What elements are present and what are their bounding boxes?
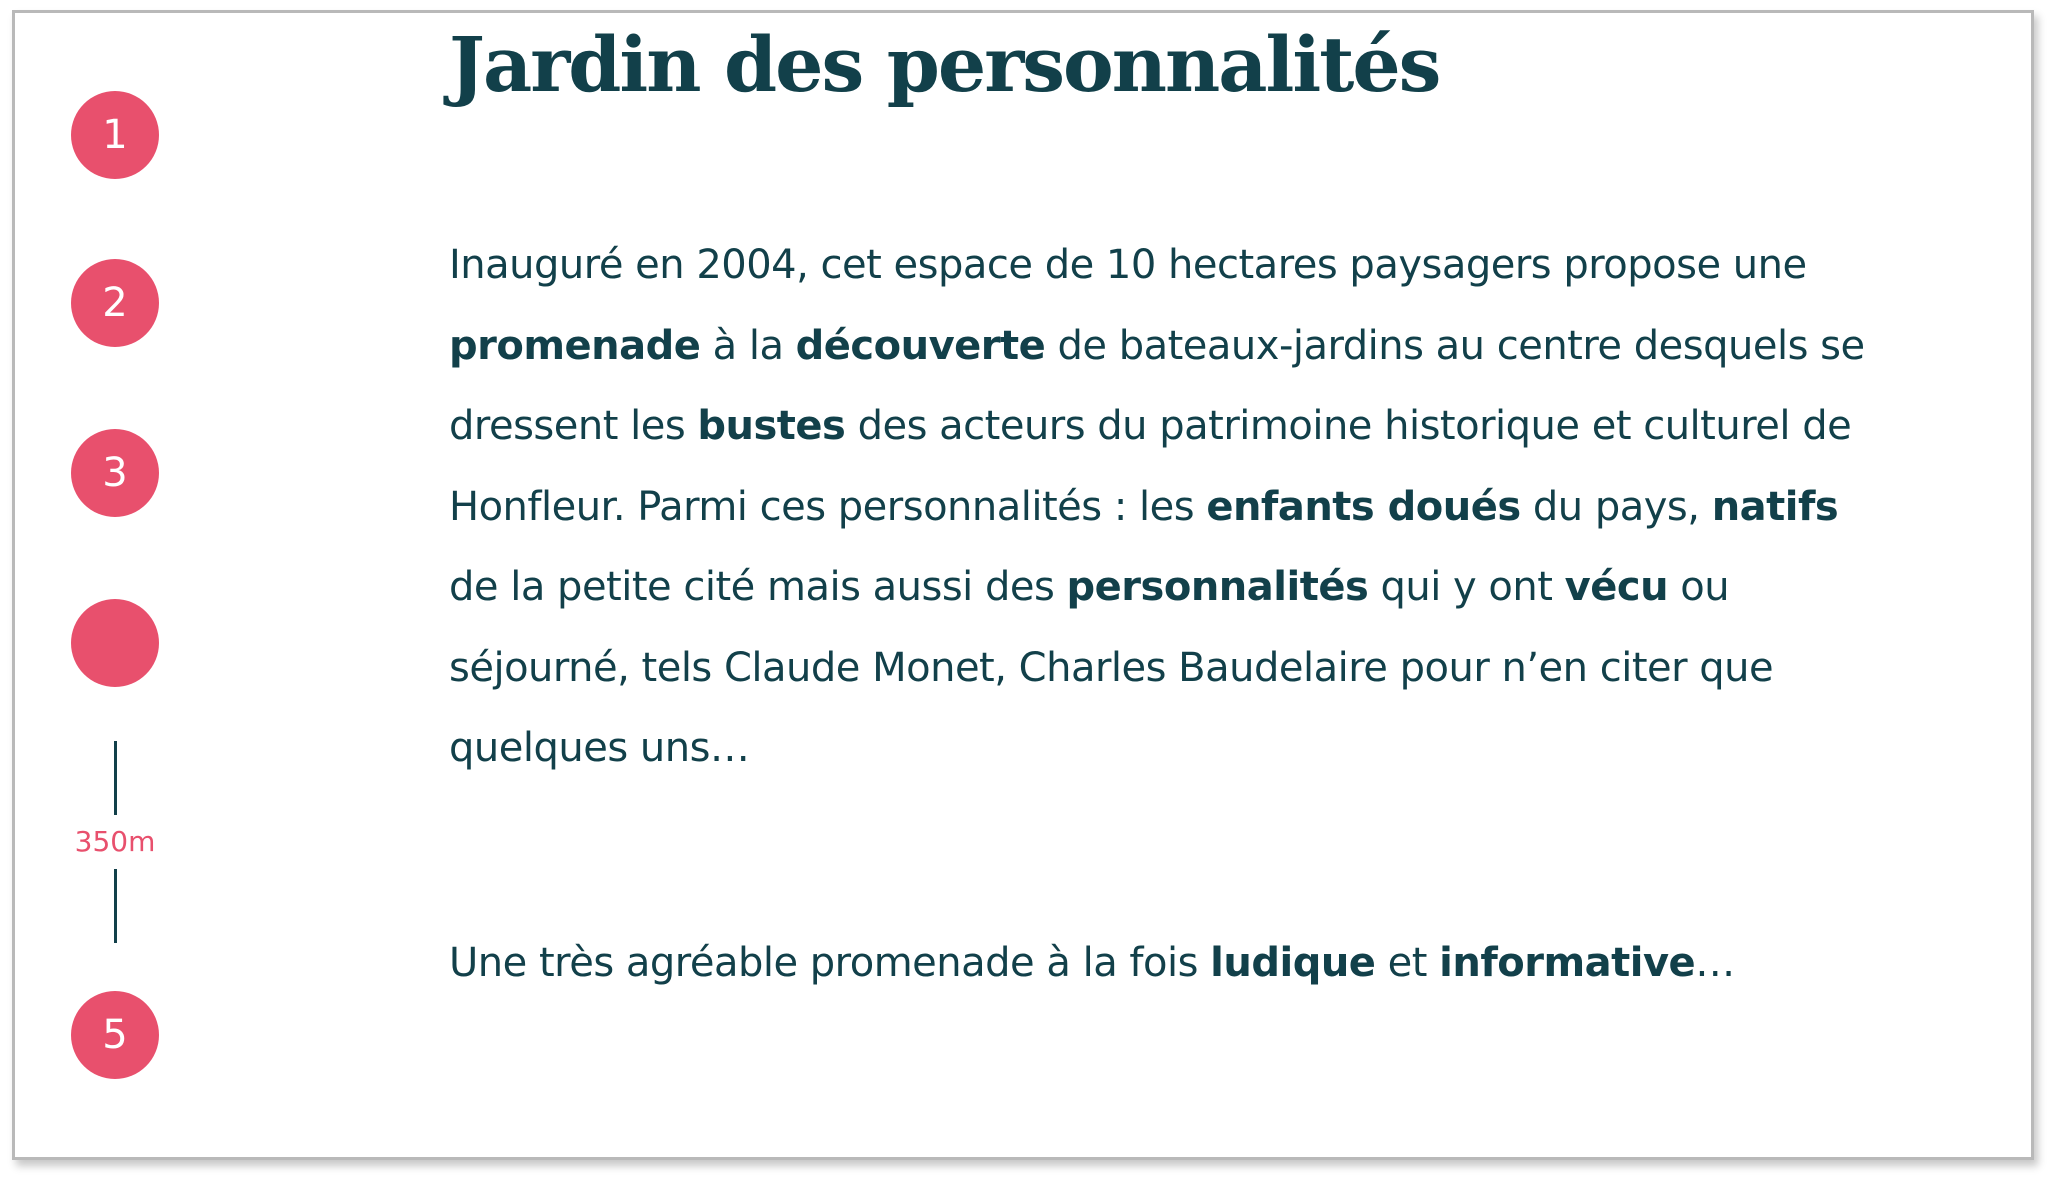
bold-text-informative: informative	[1439, 940, 1696, 986]
step-marker-4-current[interactable]	[71, 599, 159, 687]
step-navigation	[15, 13, 225, 1157]
bold-text-personnalites: personnalités	[1066, 564, 1369, 610]
text-segment: de la petite cité mais aussi des	[449, 564, 1067, 610]
step-marker-3[interactable]: 3	[71, 429, 159, 517]
page-title: Jardin des personnalités	[449, 20, 1440, 109]
text-segment: à la	[700, 322, 796, 369]
bold-text-bustes: bustes	[697, 403, 846, 449]
bold-text-vecu: vécu	[1564, 564, 1669, 610]
connector-line-bottom	[114, 869, 117, 943]
closing-paragraph	[449, 923, 1869, 1004]
text-segment: et	[1375, 940, 1440, 986]
text-segment: des acteurs du patrimoine historique et culturel de Honfleur. Parmi ces personnalités : les	[449, 403, 1852, 530]
text-segment: de bateaux-jardins au centre desquels se dressent les	[449, 322, 1865, 449]
connector-line-top	[114, 741, 117, 815]
step-marker-5[interactable]: 5	[71, 991, 159, 1079]
bold-text-promenade: promenade	[449, 322, 701, 369]
text-segment: Une très agréable promenade à la fois	[449, 940, 1211, 986]
distance-label: 350m	[74, 825, 156, 858]
bold-text-natifs: natifs	[1711, 483, 1839, 530]
text-segment: Inauguré en 2004, cet espace de 10 hectares paysagers propose une	[449, 242, 1807, 288]
text-segment: du pays,	[1520, 483, 1712, 530]
page-frame	[12, 10, 2034, 1160]
bold-text-enfants-doues: enfants doués	[1206, 483, 1521, 530]
bold-text-ludique: ludique	[1210, 940, 1376, 986]
article-content	[449, 17, 1909, 986]
text-segment: qui y ont	[1368, 564, 1565, 610]
step-marker-1[interactable]: 1	[71, 91, 159, 179]
description-paragraph	[449, 225, 1869, 789]
text-segment: ou séjourné, tels Claude Monet, Charles Baudelaire pour n’en citer que quelques uns…	[449, 564, 1774, 771]
step-marker-2[interactable]: 2	[71, 259, 159, 347]
bold-text-decouverte: découverte	[795, 322, 1046, 369]
text-segment: …	[1695, 940, 1735, 986]
